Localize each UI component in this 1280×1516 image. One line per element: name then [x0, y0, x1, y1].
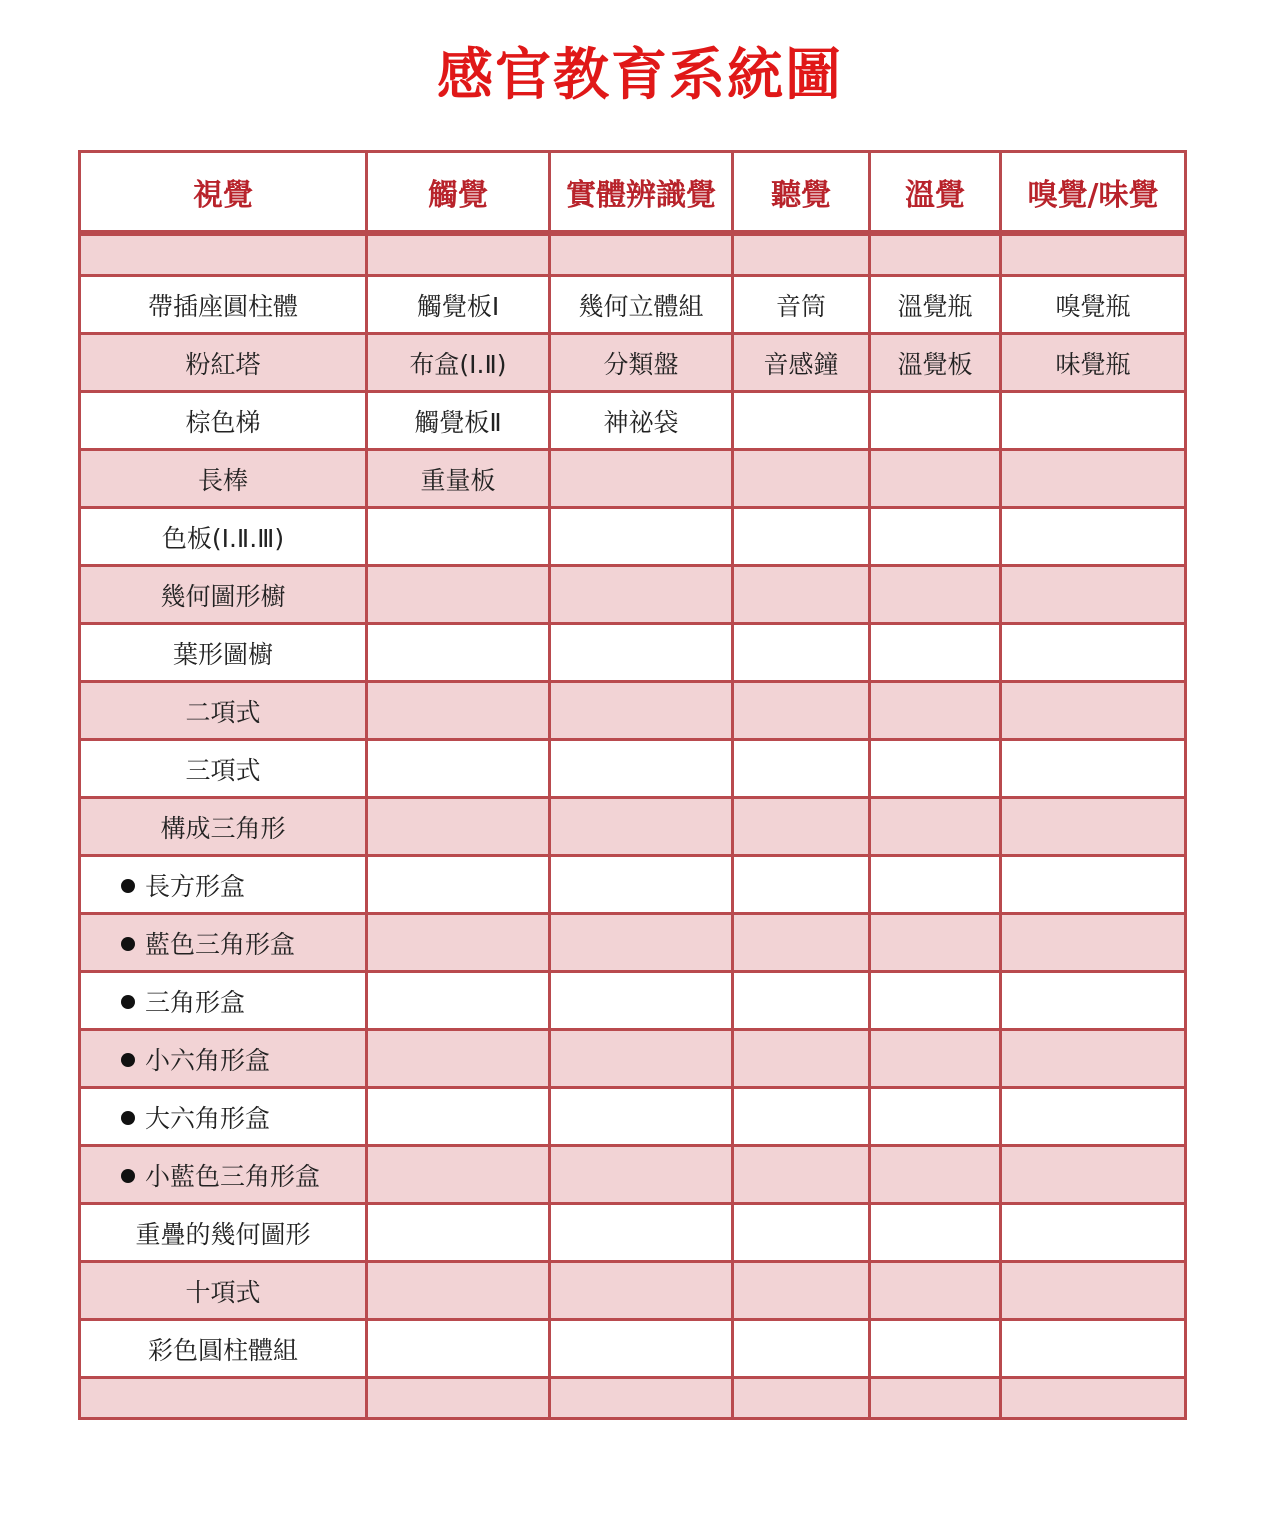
table-cell [870, 450, 1001, 508]
table-cell: 棕色梯 [80, 392, 367, 450]
table-row [80, 392, 1186, 450]
table-cell [1001, 392, 1186, 450]
table-cell [550, 566, 733, 624]
table-cell: 溫覺瓶 [870, 276, 1001, 334]
table-row [80, 624, 1186, 682]
table-cell [1001, 740, 1186, 798]
table-cell [870, 624, 1001, 682]
cell-text: 小藍色三角形盒 [145, 1161, 321, 1191]
table-row [80, 1320, 1186, 1378]
table-cell [367, 508, 550, 566]
table-cell: 嗅覺瓶 [1001, 276, 1186, 334]
table-cell [733, 1030, 870, 1088]
table-cell [367, 740, 550, 798]
table-cell: 長棒 [80, 450, 367, 508]
table-cell [80, 1030, 367, 1088]
table-cell [733, 1146, 870, 1204]
table-cell [1001, 1146, 1186, 1204]
table-cell [550, 1204, 733, 1262]
table-cell [870, 914, 1001, 972]
table-row [80, 1378, 1186, 1419]
table-cell [870, 856, 1001, 914]
table-cell [550, 682, 733, 740]
table-cell [870, 1262, 1001, 1320]
table-cell [733, 798, 870, 856]
table-cell [870, 1088, 1001, 1146]
bullet-icon [121, 937, 135, 951]
table-cell: 觸覺板Ⅱ [367, 392, 550, 450]
table-row [80, 740, 1186, 798]
table-cell [80, 856, 367, 914]
table-cell: 粉紅塔 [80, 334, 367, 392]
header-stereognostic: 實體辨識覺 [550, 152, 733, 234]
bullet-icon [121, 1111, 135, 1125]
table-cell [367, 1320, 550, 1378]
table-cell: 溫覺板 [870, 334, 1001, 392]
table-cell [870, 392, 1001, 450]
table-cell [733, 1320, 870, 1378]
sensory-system-table [78, 150, 1187, 1420]
table-row [80, 1146, 1186, 1204]
table-cell [733, 914, 870, 972]
table-cell: 帶插座圓柱體 [80, 276, 367, 334]
table-cell [1001, 856, 1186, 914]
table-cell: 幾何圖形櫥 [80, 566, 367, 624]
table-cell [80, 972, 367, 1030]
bullet-icon [121, 995, 135, 1009]
table-cell [550, 914, 733, 972]
table-cell [80, 1378, 367, 1419]
header-olfactory-gustatory: 嗅覺/味覺 [1001, 152, 1186, 234]
table-cell [550, 1320, 733, 1378]
table-cell [367, 1204, 550, 1262]
cell-text: 長方形盒 [145, 871, 246, 901]
table-cell [870, 1204, 1001, 1262]
table-cell [80, 1088, 367, 1146]
table-cell [550, 1088, 733, 1146]
table-cell [550, 798, 733, 856]
table-cell [367, 972, 550, 1030]
table-cell: 音感鐘 [733, 334, 870, 392]
table-cell: 彩色圓柱體組 [80, 1320, 367, 1378]
table-row [80, 972, 1186, 1030]
table-cell [80, 233, 367, 276]
table-cell [733, 972, 870, 1030]
table-cell: 重量板 [367, 450, 550, 508]
table-row [80, 334, 1186, 392]
table-cell [550, 1030, 733, 1088]
bullet-icon [121, 1169, 135, 1183]
table-cell [733, 856, 870, 914]
table-row [80, 233, 1186, 276]
table-cell [550, 740, 733, 798]
table-cell: 葉形圖櫥 [80, 624, 367, 682]
table-cell: 色板(Ⅰ.Ⅱ.Ⅲ) [80, 508, 367, 566]
table-cell [733, 740, 870, 798]
table-cell: 分類盤 [550, 334, 733, 392]
table-cell [733, 1204, 870, 1262]
table-cell [870, 740, 1001, 798]
cell-text: 大六角形盒 [145, 1103, 271, 1133]
table-cell [733, 624, 870, 682]
table-header-row [80, 152, 1186, 234]
table-cell [550, 624, 733, 682]
table-cell [733, 233, 870, 276]
table-cell [1001, 508, 1186, 566]
table-cell [1001, 972, 1186, 1030]
table-row [80, 682, 1186, 740]
table-cell [870, 1378, 1001, 1419]
table-cell: 三項式 [80, 740, 367, 798]
table-cell [1001, 566, 1186, 624]
table-row [80, 508, 1186, 566]
table-cell [1001, 233, 1186, 276]
table-body [80, 233, 1186, 1419]
table-cell [733, 508, 870, 566]
table-cell [550, 972, 733, 1030]
table-cell [550, 233, 733, 276]
table-row [80, 798, 1186, 856]
table-row [80, 566, 1186, 624]
table-cell [733, 566, 870, 624]
table-cell: 神祕袋 [550, 392, 733, 450]
table-cell [733, 1262, 870, 1320]
table-cell [1001, 914, 1186, 972]
table-cell: 二項式 [80, 682, 367, 740]
table-row [80, 276, 1186, 334]
table-row [80, 914, 1186, 972]
table-cell [1001, 1378, 1186, 1419]
table-row [80, 1088, 1186, 1146]
table-cell [870, 508, 1001, 566]
table-cell [733, 392, 870, 450]
table-cell [1001, 1030, 1186, 1088]
page-title: 感官教育系統圖 [437, 43, 843, 108]
table-cell: 構成三角形 [80, 798, 367, 856]
table-cell: 幾何立體組 [550, 276, 733, 334]
table-cell [80, 914, 367, 972]
table-cell [870, 972, 1001, 1030]
cell-text: 三角形盒 [145, 987, 246, 1017]
table-cell [733, 1378, 870, 1419]
table-cell [870, 682, 1001, 740]
table-cell [367, 1378, 550, 1419]
table-cell [550, 508, 733, 566]
bullet-icon [121, 879, 135, 893]
table-cell [367, 566, 550, 624]
table-cell [367, 624, 550, 682]
table-cell [550, 1262, 733, 1320]
table-cell: 觸覺板Ⅰ [367, 276, 550, 334]
table-cell [550, 856, 733, 914]
table-cell [1001, 1204, 1186, 1262]
table-cell: 布盒(Ⅰ.Ⅱ) [367, 334, 550, 392]
table-cell [870, 1030, 1001, 1088]
table-cell: 音筒 [733, 276, 870, 334]
table-cell [1001, 450, 1186, 508]
table-cell [870, 1320, 1001, 1378]
table-cell [1001, 1088, 1186, 1146]
table-cell [367, 1146, 550, 1204]
cell-text: 藍色三角形盒 [145, 929, 296, 959]
table-cell: 十項式 [80, 1262, 367, 1320]
header-auditory: 聽覺 [733, 152, 870, 234]
bullet-icon [121, 1053, 135, 1067]
table-cell [367, 856, 550, 914]
table-cell [1001, 1262, 1186, 1320]
table-cell [733, 682, 870, 740]
table-cell [870, 1146, 1001, 1204]
table-cell [870, 233, 1001, 276]
cell-text: 小六角形盒 [145, 1045, 271, 1075]
header-thermic: 溫覺 [870, 152, 1001, 234]
table-cell [367, 233, 550, 276]
table-cell [1001, 1320, 1186, 1378]
table-cell [1001, 682, 1186, 740]
header-visual: 視覺 [80, 152, 367, 234]
table-cell [550, 1146, 733, 1204]
table-cell [367, 682, 550, 740]
table-cell [367, 914, 550, 972]
table-cell [367, 1088, 550, 1146]
table-row [80, 450, 1186, 508]
table-cell [550, 1378, 733, 1419]
table-cell [367, 1030, 550, 1088]
table-cell [550, 450, 733, 508]
table-row [80, 1262, 1186, 1320]
table-cell [733, 1088, 870, 1146]
table-cell [367, 1262, 550, 1320]
table-cell: 味覺瓶 [1001, 334, 1186, 392]
table-row [80, 1204, 1186, 1262]
table-cell [733, 450, 870, 508]
table-cell [870, 566, 1001, 624]
table-cell [1001, 624, 1186, 682]
table-cell [80, 1146, 367, 1204]
header-tactile: 觸覺 [367, 152, 550, 234]
table-cell [367, 798, 550, 856]
table-cell [870, 798, 1001, 856]
table-row [80, 856, 1186, 914]
table-cell [1001, 798, 1186, 856]
table-cell: 重疊的幾何圖形 [80, 1204, 367, 1262]
table-row [80, 1030, 1186, 1088]
